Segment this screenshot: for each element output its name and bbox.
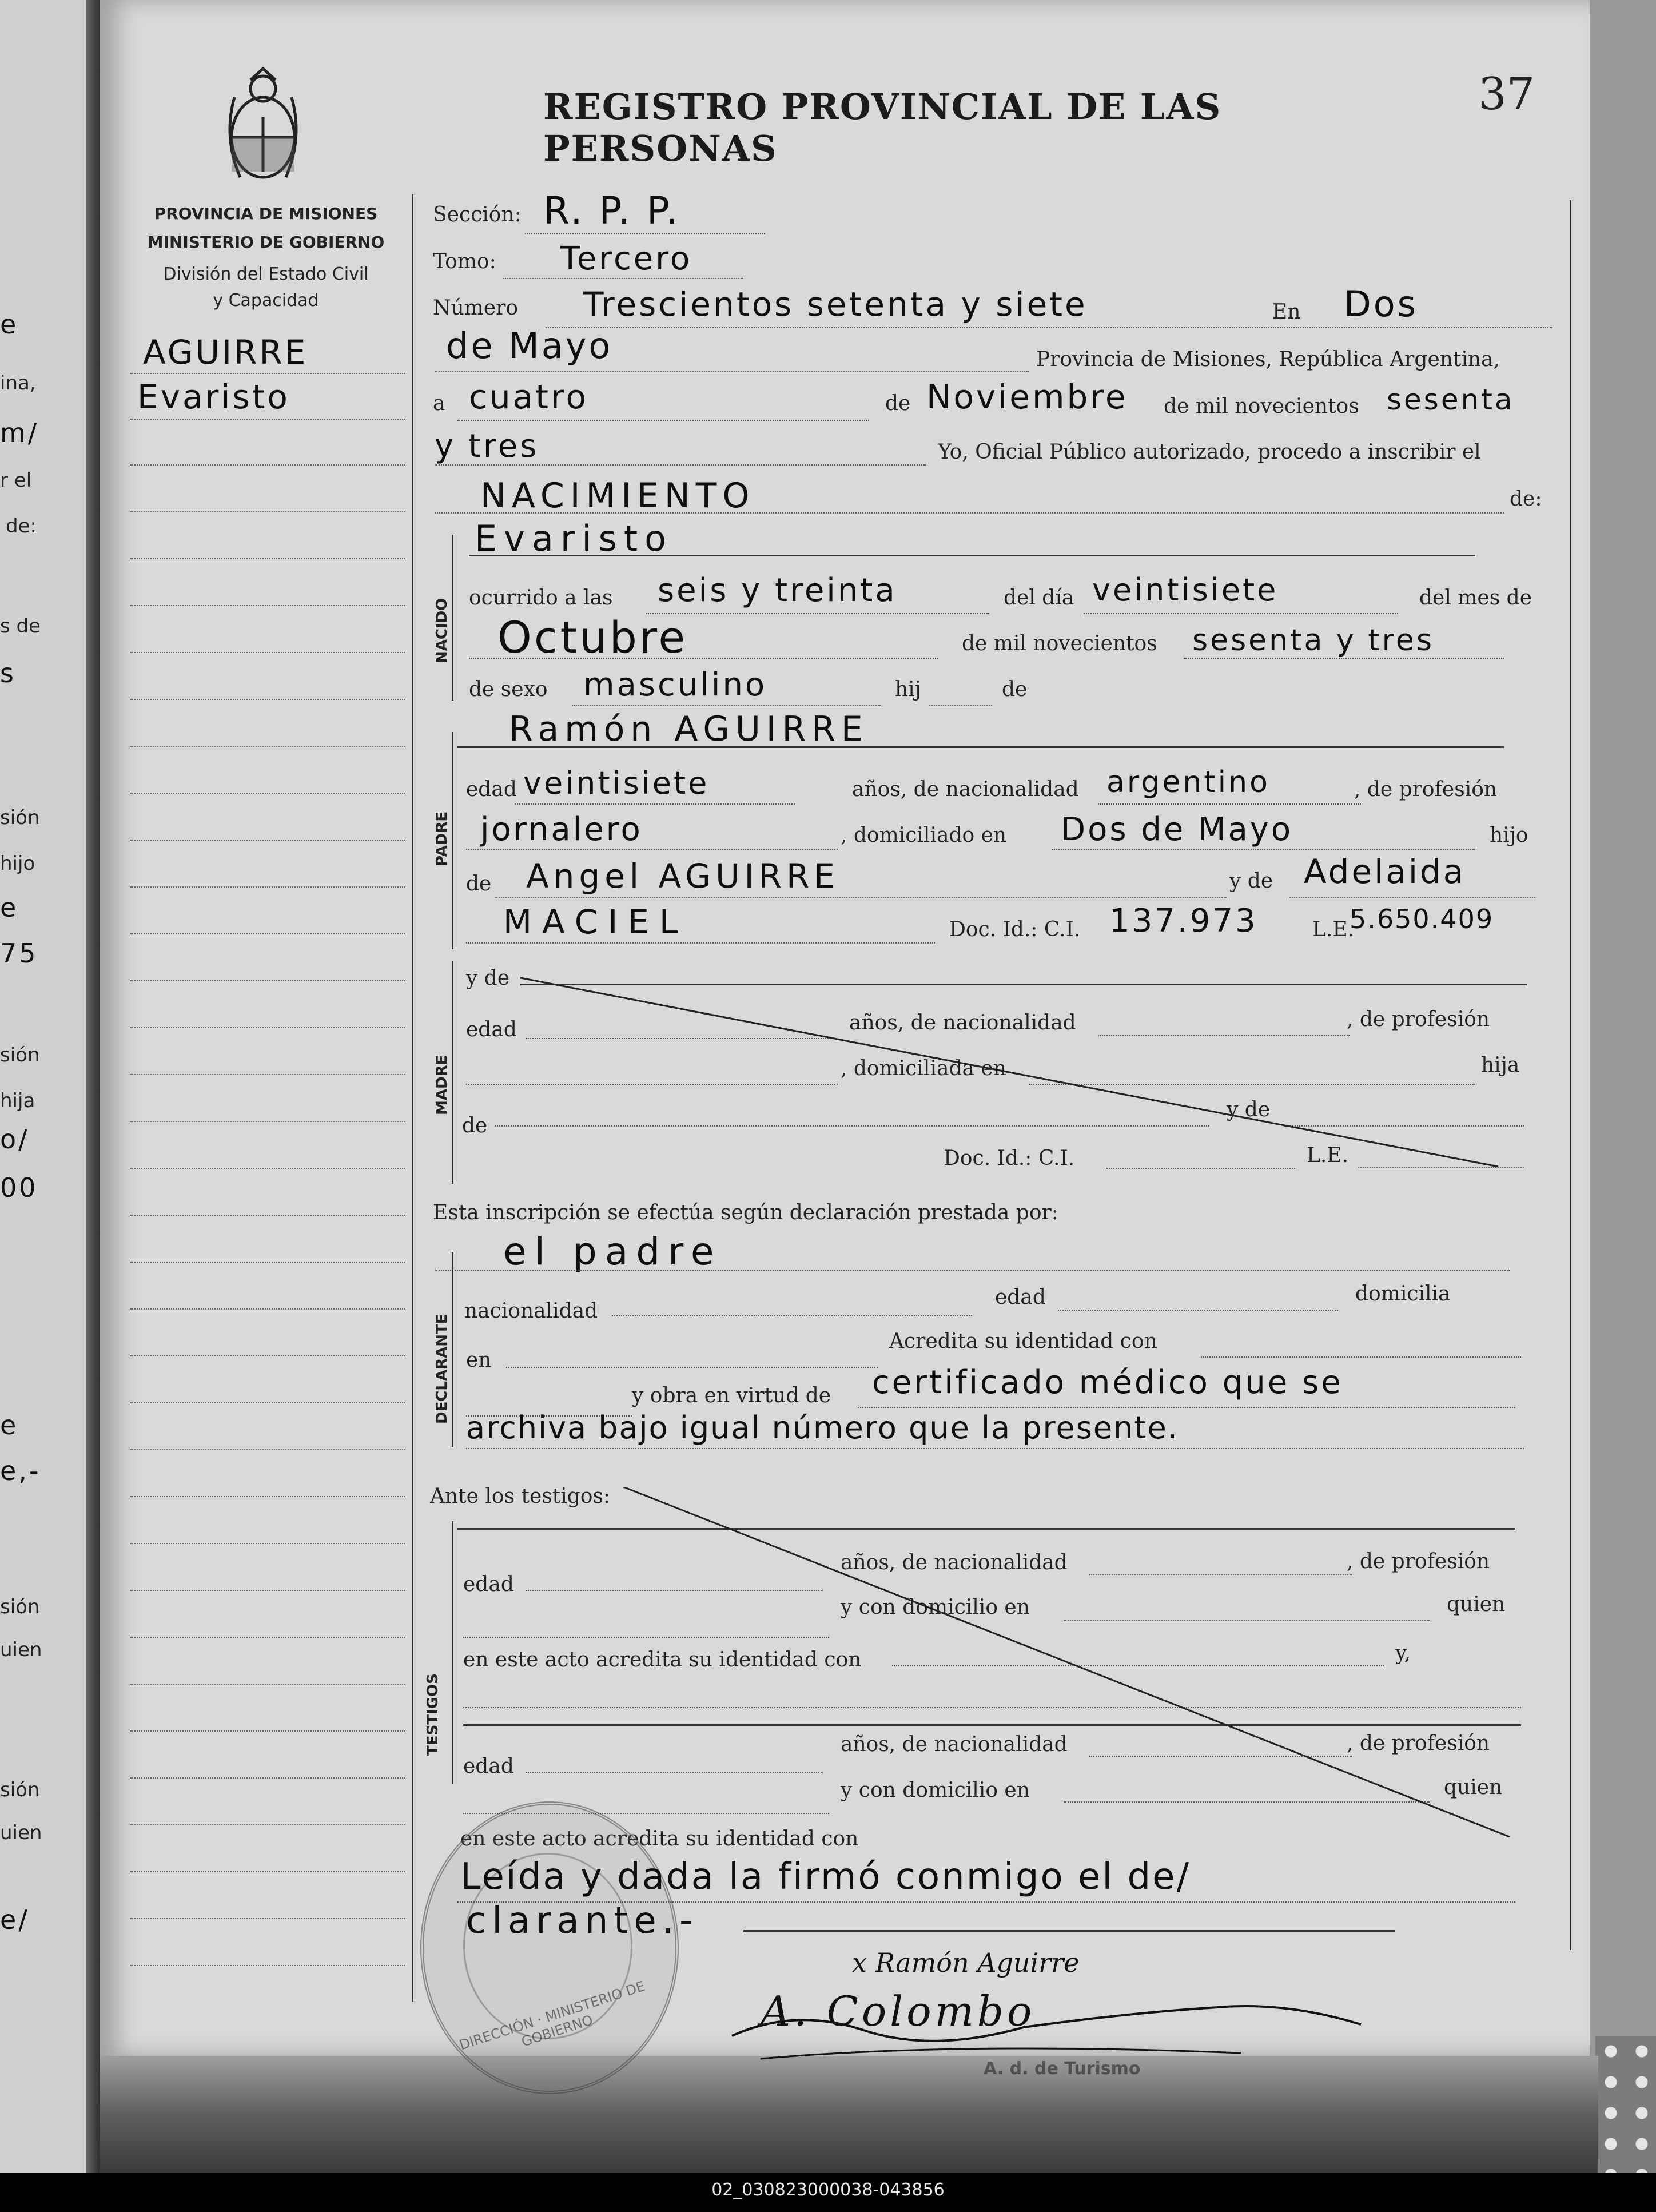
polka-dot-cover bbox=[1595, 2036, 1656, 2173]
father-of-father: Angel AGUIRRE bbox=[526, 857, 839, 896]
declarant-signature: x Ramón Aguirre bbox=[852, 1947, 1080, 1978]
padre-ci-value: 137.973 bbox=[1109, 902, 1258, 940]
margin-rule bbox=[130, 464, 405, 466]
day-value: cuatro bbox=[469, 377, 588, 416]
padre-prof-value: jornalero bbox=[480, 811, 643, 848]
left-fragment: e bbox=[0, 892, 19, 923]
seccion-label: Sección: bbox=[433, 203, 522, 226]
padre-dom-label: , domiciliado en bbox=[841, 823, 1007, 847]
madre-side-label: MADRE bbox=[433, 1055, 451, 1115]
left-fragment: sión bbox=[0, 1044, 40, 1067]
ministry-name: MINISTERIO DE GOBIERNO bbox=[147, 233, 385, 252]
fill-line bbox=[457, 746, 1504, 748]
de-label: de bbox=[885, 392, 911, 415]
mother-of-father-1: Adelaida bbox=[1304, 852, 1466, 891]
madre-dom-label: , domiciliada en bbox=[841, 1057, 1006, 1080]
numero-value: Trescientos setenta y siete bbox=[583, 285, 1088, 324]
nacido-month-value: Octubre bbox=[497, 612, 688, 663]
obra-value-1: certificado médico que se bbox=[872, 1364, 1343, 1401]
testigos-y-label: y, bbox=[1395, 1641, 1411, 1665]
section-bracket bbox=[452, 1521, 453, 1784]
madre-hija-label: hija bbox=[1481, 1053, 1520, 1077]
margin-rule bbox=[130, 1824, 405, 1825]
padre-side-label: PADRE bbox=[433, 811, 451, 866]
fill-line bbox=[457, 420, 869, 421]
testigos-acredita2-label: en este acto acredita su identidad con bbox=[460, 1827, 859, 1851]
de-colon-label: de: bbox=[1510, 487, 1542, 511]
tomo-label: Tomo: bbox=[433, 250, 496, 273]
madre-y-de-label: y de bbox=[466, 966, 510, 990]
padre-nac-label: años, de nacionalidad bbox=[852, 778, 1079, 801]
nacido-side-label: NACIDO bbox=[433, 598, 451, 663]
margin-rule bbox=[130, 1918, 405, 1919]
nacido-year-value: sesenta y tres bbox=[1192, 623, 1434, 658]
fill-line bbox=[546, 327, 1552, 328]
margin-rule bbox=[130, 1355, 405, 1356]
declarante-edad-label: edad bbox=[995, 1286, 1046, 1309]
left-fragment: ina, bbox=[0, 372, 36, 395]
month-value: Noviembre bbox=[926, 377, 1128, 416]
left-fragment: de: bbox=[6, 515, 37, 538]
margin-rule bbox=[130, 373, 405, 374]
margin-rule bbox=[130, 1590, 405, 1591]
year-value-1: sesenta bbox=[1387, 383, 1515, 416]
margin-rule bbox=[130, 933, 405, 934]
testigos-acredita-label: en este acto acredita su identidad con bbox=[463, 1648, 862, 1672]
declarant-value: el padre bbox=[503, 1230, 722, 1274]
testigos-intro: Ante los testigos: bbox=[430, 1485, 611, 1508]
declarante-acredita-label: Acredita su identidad con bbox=[889, 1330, 1157, 1353]
madre-cancel-line bbox=[520, 972, 1504, 1172]
seal-text: DIRECCIÓN · MINISTERIO DE GOBIERNO bbox=[457, 1978, 647, 2054]
section-bracket bbox=[452, 732, 453, 949]
padre-de-label: de bbox=[466, 872, 492, 896]
left-fragment: uien bbox=[0, 1821, 42, 1844]
del-mes-label: del mes de bbox=[1419, 586, 1532, 610]
testigos-cancel-line bbox=[623, 1487, 1515, 1841]
left-fragment: 75 bbox=[0, 938, 38, 969]
closing-text-2: clarante.- bbox=[466, 1900, 699, 1942]
testigos-nac-label: años, de nacionalidad bbox=[841, 1551, 1068, 1574]
coat-of-arms-icon bbox=[217, 63, 309, 194]
padre-nac-value: argentino bbox=[1106, 765, 1270, 799]
left-fragment: s bbox=[0, 658, 16, 689]
fill-line bbox=[503, 278, 743, 279]
nacido-de-label: de bbox=[1002, 678, 1028, 701]
left-fragment: hijo bbox=[0, 852, 35, 875]
margin-rule bbox=[130, 1730, 405, 1732]
padre-doc-label: Doc. Id.: C.I. bbox=[949, 918, 1081, 941]
madre-y-de2-label: y de bbox=[1227, 1098, 1271, 1121]
nacido-de-mil-label: de mil novecientos bbox=[962, 632, 1157, 655]
left-fragment: e/ bbox=[0, 1904, 30, 1935]
fill-line bbox=[1184, 658, 1504, 659]
left-fragment: e bbox=[0, 1410, 19, 1441]
section-bracket bbox=[452, 961, 453, 1184]
testigos-prof2-label: , de profesión bbox=[1347, 1732, 1490, 1755]
official-text: Yo, Oficial Público autorizado, procedo a inscribir el bbox=[938, 440, 1481, 464]
padre-hijo-label: hijo bbox=[1490, 823, 1528, 847]
province-name: PROVINCIA DE MISIONES bbox=[154, 204, 378, 223]
page-stack-edge bbox=[100, 2056, 1598, 2173]
padre-prof-label: , de profesión bbox=[1354, 778, 1498, 801]
mother-of-father-2: MACIEL bbox=[503, 902, 688, 941]
testigos-dom2-label: y con domicilio en bbox=[841, 1779, 1030, 1802]
del-dia-label: del día bbox=[1004, 586, 1074, 610]
testigos-nac2-label: años, de nacionalidad bbox=[841, 1733, 1068, 1756]
fill-line bbox=[612, 1315, 972, 1316]
margin-rule bbox=[130, 605, 405, 606]
left-fragment: o/ bbox=[0, 1124, 30, 1155]
testigos-prof-label: , de profesión bbox=[1347, 1550, 1490, 1573]
testigos-quien2-label: quien bbox=[1444, 1776, 1503, 1799]
margin-rule bbox=[130, 980, 405, 981]
fill-line bbox=[646, 613, 989, 614]
margin-rule bbox=[130, 699, 405, 700]
division-name-line1: División del Estado Civil bbox=[163, 264, 369, 284]
tomo-value: Tercero bbox=[560, 240, 692, 277]
hour-value: seis y treinta bbox=[658, 572, 897, 609]
fill-line bbox=[469, 658, 938, 659]
sexo-value: masculino bbox=[583, 666, 767, 703]
left-fragment: sión bbox=[0, 806, 40, 829]
left-fragment: sión bbox=[0, 1596, 40, 1618]
fill-line bbox=[743, 1930, 1395, 1932]
testigos-dom-label: y con domicilio en bbox=[841, 1596, 1030, 1619]
left-fragment: m/ bbox=[0, 417, 39, 448]
margin-rule bbox=[130, 840, 405, 841]
page-title: REGISTRO PROVINCIAL DE LAS PERSONAS bbox=[543, 86, 1222, 169]
locality-value-2: de Mayo bbox=[446, 325, 613, 367]
official-signature: A. Colombo bbox=[761, 1987, 1036, 2035]
fill-line bbox=[525, 233, 765, 234]
margin-rule bbox=[130, 652, 405, 653]
margin-rule bbox=[130, 1027, 405, 1028]
margin-rule bbox=[130, 1262, 405, 1263]
testigos-edad2-label: edad bbox=[463, 1755, 514, 1778]
ocurrido-label: ocurrido a las bbox=[469, 586, 613, 610]
de-mil-label: de mil novecientos bbox=[1164, 395, 1359, 418]
fill-line bbox=[1201, 1356, 1521, 1358]
padre-edad-label: edad bbox=[466, 778, 517, 801]
fill-line bbox=[466, 1448, 1524, 1449]
fill-line bbox=[1052, 849, 1475, 850]
declarante-nac-label: nacionalidad bbox=[464, 1299, 598, 1323]
fill-line bbox=[466, 942, 935, 944]
column-divider bbox=[412, 194, 413, 2002]
fill-line bbox=[1084, 613, 1398, 614]
margin-rule bbox=[130, 1543, 405, 1544]
right-cover bbox=[1578, 0, 1656, 2173]
margin-rule bbox=[130, 886, 405, 888]
margin-rule bbox=[130, 558, 405, 559]
margin-rule bbox=[130, 1449, 405, 1450]
margin-rule bbox=[130, 1496, 405, 1497]
declarante-side-label: DECLARANTE bbox=[433, 1314, 451, 1424]
fill-line bbox=[858, 1407, 1515, 1408]
madre-le-label: L.E. bbox=[1307, 1144, 1349, 1167]
declarante-domicilia-label: domicilia bbox=[1355, 1282, 1451, 1306]
fill-line bbox=[1058, 1310, 1338, 1311]
right-border bbox=[1570, 200, 1571, 1950]
margin-rule bbox=[130, 1215, 405, 1216]
margin-rule bbox=[130, 419, 405, 420]
madre-doc-label: Doc. Id.: C.I. bbox=[944, 1147, 1075, 1170]
margin-rule bbox=[130, 1684, 405, 1685]
faint-stamp-text: A. d. de Turismo bbox=[984, 2059, 1141, 2079]
sexo-label: de sexo bbox=[469, 678, 548, 701]
left-fragment: uien bbox=[0, 1638, 42, 1661]
left-fragment: hija bbox=[0, 1089, 35, 1112]
left-fragment: 00 bbox=[0, 1172, 38, 1203]
signature-flourish bbox=[726, 1973, 1367, 2064]
nacido-day-value: veintisiete bbox=[1092, 572, 1279, 608]
madre-edad-label: edad bbox=[466, 1018, 517, 1041]
numero-label: Número bbox=[433, 296, 519, 320]
fill-line bbox=[1289, 897, 1535, 898]
madre-nac-label: años, de nacionalidad bbox=[849, 1011, 1076, 1035]
fill-line bbox=[469, 555, 1475, 556]
testigos-edad-label: edad bbox=[463, 1573, 514, 1596]
fill-line bbox=[435, 512, 1504, 514]
testigos-quien-label: quien bbox=[1447, 1593, 1506, 1616]
fill-line bbox=[1098, 803, 1361, 805]
madre-prof-label: , de profesión bbox=[1347, 1008, 1490, 1031]
en-label: En bbox=[1272, 300, 1301, 324]
margin-rule bbox=[130, 511, 405, 512]
left-fragment: r el bbox=[0, 469, 32, 492]
left-fragment: e,- bbox=[0, 1455, 41, 1486]
left-fragment: e bbox=[0, 309, 19, 340]
margin-given-name: Evaristo bbox=[137, 377, 290, 416]
padre-y-de-label: y de bbox=[1229, 869, 1273, 893]
padre-name: Ramón AGUIRRE bbox=[509, 709, 869, 749]
obra-value-2: archiva bajo igual número que la presente. bbox=[466, 1410, 1179, 1446]
padre-edad-value: veintisiete bbox=[523, 765, 710, 801]
fill-line bbox=[466, 849, 838, 850]
fill-line bbox=[506, 1367, 878, 1368]
madre-de-label: de bbox=[462, 1114, 488, 1137]
hij-label: hij bbox=[895, 678, 921, 701]
margin-rule bbox=[130, 1777, 405, 1779]
fill-line bbox=[572, 705, 881, 706]
fill-line bbox=[515, 803, 795, 805]
seccion-value: R. P. P. bbox=[543, 189, 680, 233]
fill-line bbox=[495, 897, 1227, 898]
margin-rule bbox=[130, 1074, 405, 1075]
act-type: NACIMIENTO bbox=[480, 476, 755, 516]
declarante-en-label: en bbox=[466, 1348, 492, 1372]
closing-text-1: Leída y dada la firmó conmigo el de/ bbox=[460, 1856, 1191, 1898]
padre-le-value: 5.650.409 bbox=[1350, 904, 1494, 934]
section-bracket bbox=[452, 1252, 453, 1447]
margin-rule bbox=[130, 1402, 405, 1403]
margin-rule bbox=[130, 1168, 405, 1169]
margin-rule bbox=[130, 1637, 405, 1638]
margin-rule bbox=[130, 793, 405, 794]
padre-dom-value: Dos de Mayo bbox=[1061, 811, 1293, 848]
division-name-line2: y Capacidad bbox=[213, 291, 319, 311]
province-text: Provincia de Misiones, República Argentina, bbox=[1036, 348, 1500, 371]
nacido-name: Evaristo bbox=[475, 518, 674, 559]
margin-rule bbox=[130, 1308, 405, 1310]
margin-rule bbox=[130, 1965, 405, 1966]
declarante-intro: Esta inscripción se efectúa según declaración prestada por: bbox=[433, 1201, 1058, 1224]
margin-rule bbox=[130, 746, 405, 747]
section-bracket bbox=[452, 535, 453, 701]
a-label: a bbox=[433, 392, 445, 415]
left-fragment: sión bbox=[0, 1779, 40, 1801]
testigos-side-label: TESTIGOS bbox=[424, 1673, 441, 1756]
margin-rule bbox=[130, 1871, 405, 1872]
left-fragment: s de bbox=[0, 615, 41, 638]
fill-line bbox=[435, 1270, 1510, 1271]
fill-line bbox=[435, 371, 1029, 372]
fill-line bbox=[929, 705, 992, 706]
year-value-2: y tres bbox=[435, 428, 539, 465]
margin-surname: AGUIRRE bbox=[143, 333, 308, 372]
fill-line bbox=[435, 464, 926, 466]
page-number: 37 bbox=[1478, 69, 1535, 120]
locality-value-1: Dos bbox=[1344, 283, 1418, 325]
padre-le-label: L.E. bbox=[1312, 918, 1355, 941]
declarante-obra-label: y obra en virtud de bbox=[632, 1384, 831, 1407]
image-id-caption: 02_030823000038-043856 bbox=[711, 2180, 945, 2200]
margin-rule bbox=[130, 1121, 405, 1122]
